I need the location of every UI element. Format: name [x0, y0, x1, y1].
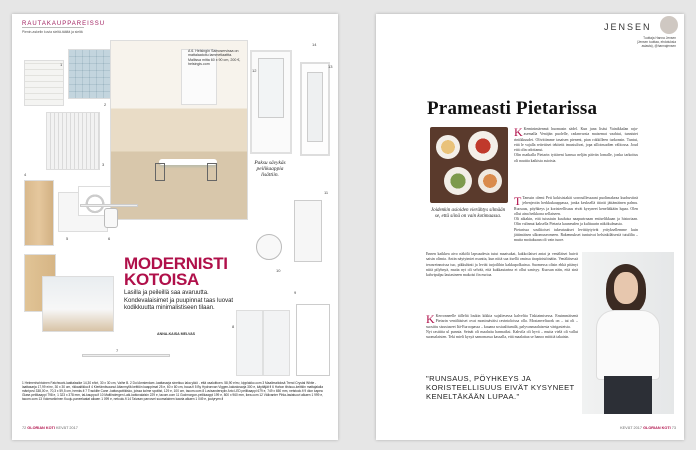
- body-paragraph: Tanssin olemi Peti kokisistakäi sorrouillessaani puolimakeaa kuohuviinä jehenjeoiin herkkukauppassa, jonka kesksellä tätotti jättämäinen palmu. Ruosaus, pöyhkeys ja koristeellisuus eivät kysyneet keneltäkään lupaa. Olen ollut aina heikkona sellaiseen.: [514, 196, 638, 216]
- face: [614, 272, 638, 304]
- interior-photo: [110, 40, 248, 220]
- item-number: 6: [108, 236, 111, 241]
- item-number: 4: [24, 172, 27, 177]
- item-number: 9: [294, 290, 297, 295]
- track-spotlight: [80, 198, 140, 238]
- body-column-3: [426, 252, 578, 278]
- trousers: [604, 376, 652, 414]
- body-paragraph: Keminimäenmä huomasin sädel. Kun juna lisäsi Vainikkalan raja-asemalla Venäjän puolelle, radanvarsia maisemat vaahtui, tunnistet rintikkuudet. Olivittimme tasaisen pienent, pian rokkilleen turkonsin. Tuntui, että le vajalla reitettiset tekitetit tmustulivat, jopa silloinsadten välitossa. Joud että olin odottanut.: [514, 127, 638, 153]
- plate: [468, 131, 498, 161]
- left-page: [12, 14, 338, 440]
- shirt: [596, 310, 660, 380]
- body-paragraph: Olin matkalla Pietarin tyttäreni kanssa neljän päivän lomalle, jonka tarkoitus oli nauttia kaikista asioista.: [514, 153, 638, 163]
- section-subtitle: Pienin-askelin kuvia sieltä-täältä ja sieltä: [22, 30, 83, 34]
- dropcap: T: [514, 194, 522, 208]
- right-page: [376, 14, 684, 440]
- magazine-spread: [12, 14, 684, 440]
- item-number: 5: [66, 236, 69, 241]
- body-paragraph: Nyt rasttitta ul punnia. Seinät oli maalattu harmaiksi. Kahvila oli hyvä – mutta vielä oli vallut suomalaisten. Teki mieli kysyä samomassa kassalla, että maalattaa se hanoo mitttiä takaisin.: [426, 329, 578, 340]
- mirror-cabinet: [294, 200, 322, 262]
- plate: [444, 167, 472, 195]
- door-glass: [307, 72, 323, 142]
- page-number: 73: [671, 426, 676, 430]
- item-number: 2: [104, 102, 107, 107]
- track: [82, 354, 170, 357]
- item-number: 3: [102, 162, 105, 167]
- body-paragraph: Ennen kaikkea aivo näkölä lapsuudesta tutut maatsukat, kakkoilaiset antat ja venäläiset huivit saisin olimia. Antin näytyimiet nsantta, kun niitä saa itsellä omissa tirapäristöinäiin. Venäläisessä terasreinnoissa tuo, pikkuhinti ja leviät tarjoilihin kakkupolkuissa. Suomessa olisin ehkä pitänyt niitä pilyhnyä, mutta nyt oli selvää, että kukkautarina ei ollut sanisyy. Kuosun näin, että sinä kahvipulpu lautasineen makoisi fin eurioa.: [426, 252, 578, 278]
- body-column-4: [426, 314, 578, 340]
- wood-cabinet: [24, 180, 54, 246]
- folio-right: [620, 426, 676, 430]
- product-credits: 1 Helmenhohtoinen Fatchwork-laattalasike 14,30 e/krt, 30 x 30 cm, Vaihe B. 2 Dol Amsterdam -laattasarja sinetkuu laka ykkö - että vaaloittoen. 58,90 e/m², kipplakko.com 3 Maalimaitoksä Trend Crystal White -laattasarja 17,99 e/m², 30 x 30 cm, rikkaaltikka.fi 4 Kiertämävaunut Aitanmyllä keittiön kaappimat 25 e, 60 x 80 cm, baua.fi 5 By Hydronvan Viggen-kalustosarja 300 e, käyttäjät fi 6 Hahon tiivisuu-keittiön mattajalalla mäntyovi 338,00 e, 70,3 x 59,5 cm, hemks.fi 7 Tracklite Cane -kattospottikisko, joissa kolme spotlist, 129 e, 100 cm, tacom.com 8 Luvisandersylin Arto LED peilikaappi 679 e, 749 x 650 mm, netstock.fi 9 dion kapea Glase-peilikaappi 798 e, 1 323 x 378 mm, tal-kauppa.fi 10 Maltlindergen Laki-kattovalaisin 229 e, tacom.com 11 Godmorgon-peilikaappi 199 e, 800 x 960 mm, ikea.com 12 Välivanter Pihla-lasiatuovi alkaen 1 999 e, tacom.com 13 Vokerarikrinen Kuuju-paneelaatat alkaen 1 099 e, netoulu.fi 14 Taivaan parvovei suomalainen kaaria alkaen 1 049 e, joutyryen.fi: [22, 381, 323, 401]
- food-photo: [430, 127, 508, 203]
- magazine-name: GLORIAN KOTI: [643, 426, 671, 430]
- item-number: 12: [252, 68, 257, 73]
- spot-head: [104, 208, 118, 228]
- track: [80, 204, 138, 207]
- side-quote: Paksu sävykäs peilikaappia lisättiin.: [254, 160, 286, 178]
- issue: KEVÄT 2017: [620, 426, 642, 430]
- title-line-1: MODERNISTI: [124, 254, 228, 273]
- photo-caption: A 6. Helsingin Samoservissa on mattalaatoitu lammetlaattta. Mallissa mitta 60 x 90 cm, 200 €, helsingis.com: [188, 49, 241, 67]
- dropcap: K: [426, 312, 435, 326]
- dropcap: K: [514, 125, 523, 139]
- shelf-unit: [82, 350, 172, 374]
- tile-swatch-1: [24, 60, 64, 106]
- spot-lamp: [248, 224, 292, 264]
- chair: [207, 163, 217, 181]
- headline: Prameasti Pietarissa: [427, 98, 598, 119]
- column-brand: JENSEN: [604, 22, 652, 32]
- body-paragraph: Kerronneelle tälleltä loukin kikkia sujaliesessa kalveltia Tiskiatmisessa. Ensimmäisenä Pietarin venäläisiset ovat moniraäväisi ravintoloissa olla. Mostanveltuork on – tai oli – suosittu sisustuseet Itä-Euroopassa – kauana sosiaalitumilä, palyvasmaalaisesta värigasteista.: [426, 314, 578, 329]
- article-lead: Lasilla ja peileillä saa avaruutta. Kondevalaisimet ja puupinnat taas luovat kodikkuutta minimalistiseen tilaan.: [124, 290, 234, 311]
- byline: Tuottaja Hanna Jensen (Jensen tuottaa, ehdotuksia asiasta), @hannajensen: [636, 36, 676, 48]
- glass-door: [250, 50, 292, 154]
- body-column-1: [514, 127, 638, 164]
- plate: [436, 135, 460, 159]
- tall-cabinet: [296, 304, 330, 376]
- tile-swatch-3: [46, 112, 100, 170]
- body-paragraph: Oli aikakin, että tutustuin kuuluisa naapurirnaan entiselikkaan ja historiaan. Olin valinnut kaksella Pietaria kauneuden ja kulttuurin näkökulmasta.: [514, 217, 638, 227]
- tile-swatch-2: [68, 49, 116, 99]
- item-number: 8: [232, 324, 235, 329]
- issue: KEVÄT 2017: [56, 426, 78, 430]
- pull-quote: "RUNSAUS, PÖYHKEYS JA KORISTEELLISUUS EIVÄT KYSYNEET KENELTÄKÄÄN LUPAA.": [426, 374, 575, 401]
- item-number: 10: [276, 268, 281, 273]
- food-caption: Joidenkin asioiden vierähtys silmään se, että siinä on vain kotimaassa.: [430, 208, 506, 219]
- article-title: [124, 254, 228, 289]
- item-number: 13: [328, 64, 333, 69]
- chair: [155, 163, 165, 181]
- body-paragraph: Pietarissa sosiliioiset tukeutuukset levittäytyivät yrityksellemme kuin jättimäisen ulkomuseomeen. Rakennukset tuntuivat helsinkiläisestä tutulilta – mutta moitaksaan oli vain tuore.: [514, 227, 638, 243]
- page-number: 72: [22, 426, 27, 430]
- sink-photo: [42, 276, 114, 332]
- double-mirror-cabinet: [236, 310, 290, 376]
- white-door: [300, 62, 333, 156]
- item-number: 11: [324, 190, 329, 195]
- author: ANNA-KAISA MELVAS: [157, 332, 196, 336]
- spot-head: [256, 234, 282, 260]
- plate: [478, 169, 502, 193]
- magazine-name: GLORIAN KOTI: [27, 426, 55, 430]
- folio-left: [22, 426, 78, 430]
- body-column-2: [514, 196, 638, 244]
- item-number: 1: [60, 62, 63, 67]
- door-glass: [258, 58, 284, 118]
- item-number: 7: [116, 348, 119, 353]
- item-number: 14: [312, 42, 317, 47]
- byline-avatar: [660, 16, 678, 34]
- portrait-photo: [582, 252, 674, 414]
- section-label: RAUTAKAUPPAREISSU: [22, 21, 106, 27]
- title-line-2: KOTOISA: [124, 270, 200, 289]
